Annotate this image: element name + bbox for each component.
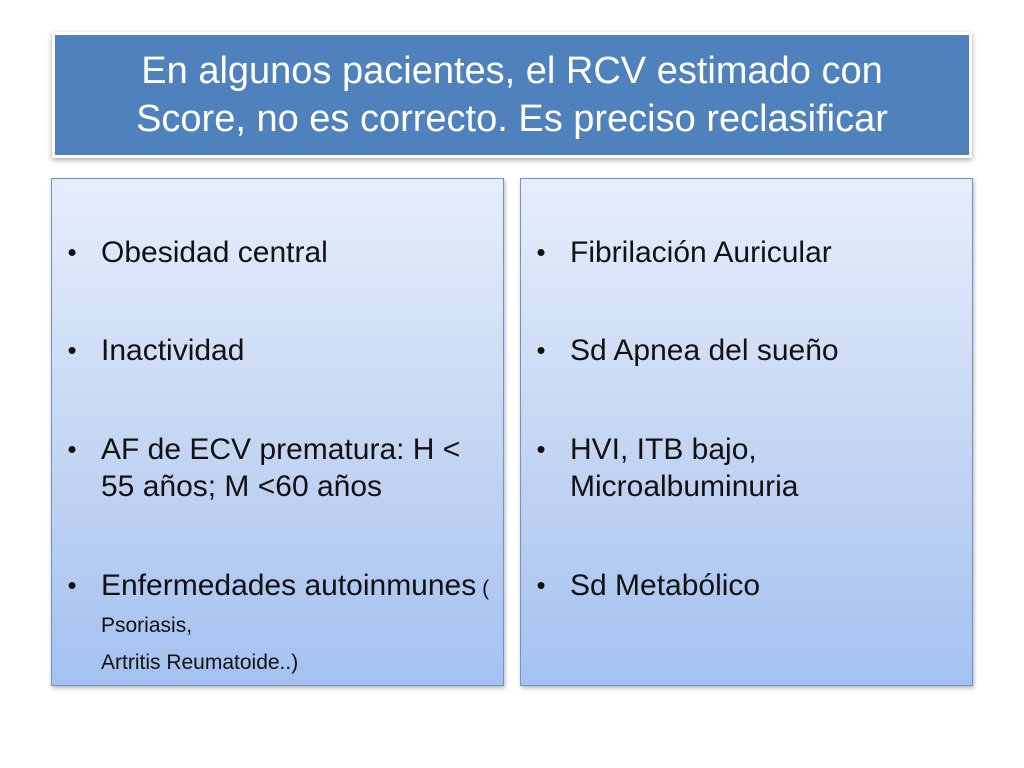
bullet-icon: • (67, 434, 77, 464)
list-item-text: AF de ECV prematura: H < 55 años; M <60 años (101, 433, 461, 503)
list-item-text: Obesidad central (101, 236, 328, 269)
right-content-panel (520, 178, 973, 686)
bullet-icon: • (67, 335, 77, 365)
list-item-note-continued: Artritis Reumatoide..) (101, 651, 299, 674)
list-item-text: Sd Metabólico (570, 569, 761, 602)
bullet-icon: • (536, 570, 546, 600)
list-item-text (101, 567, 491, 678)
bullet-icon: • (67, 570, 77, 600)
list-item-text: Fibrilación Auricular (570, 236, 832, 269)
list-item-main-text: Enfermedades autoinmunes (101, 569, 477, 602)
list-item-text: Inactividad (101, 334, 245, 367)
bullet-icon: • (536, 434, 546, 464)
list-item-text: HVI, ITB bajo, Microalbuminuria (570, 433, 799, 503)
bullet-icon: • (536, 237, 546, 267)
left-content-panel (51, 178, 504, 686)
slide-title-box (52, 32, 972, 158)
bullet-icon: • (67, 237, 77, 267)
list-item-text: Sd Apnea del sueño (570, 334, 839, 367)
bullet-icon: • (536, 335, 546, 365)
list-item-note: ( Psoriasis, (101, 577, 490, 637)
slide-title: En algunos pacientes, el RCV estimado con Score, no es correcto. Es preciso reclasificar (136, 50, 888, 140)
